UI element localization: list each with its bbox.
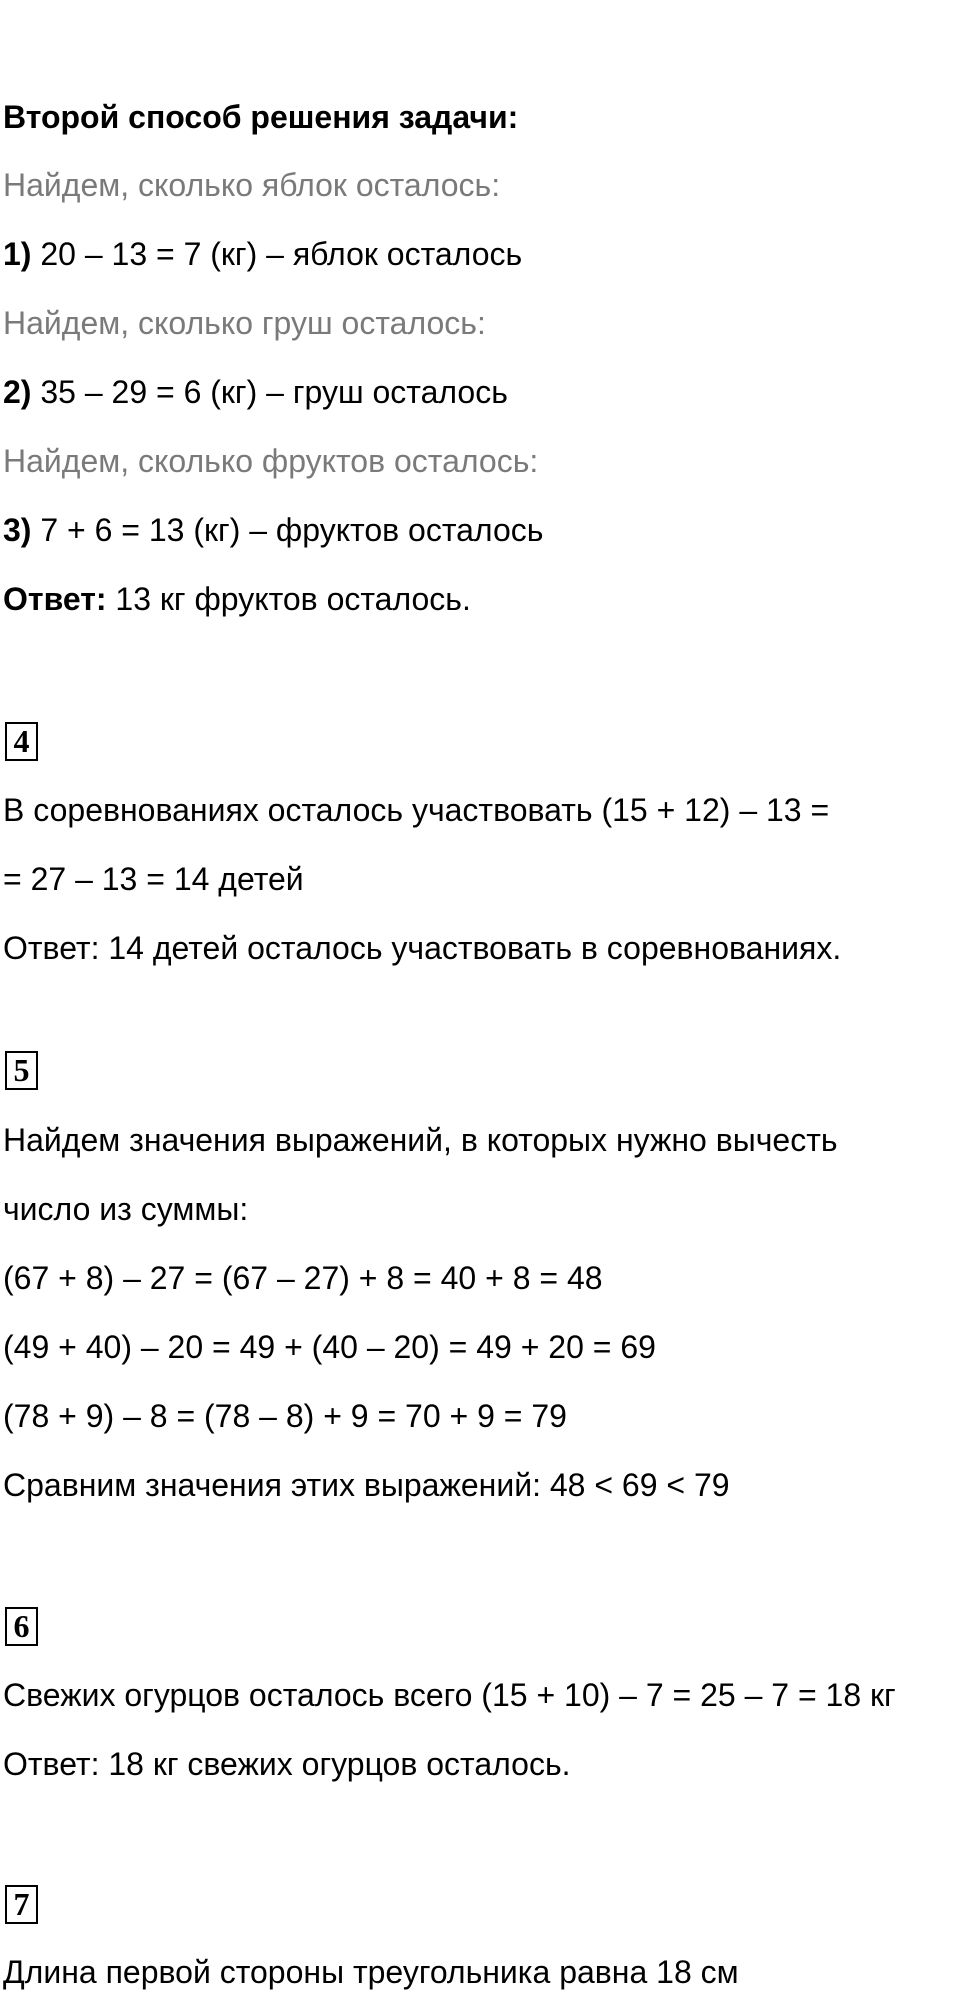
hint-pears: Найдем, сколько груш осталось:: [3, 305, 486, 341]
task-number-5: 5: [5, 1051, 38, 1090]
second-method-heading: Второй способ решения задачи:: [3, 99, 519, 135]
step-3-number: 3): [3, 512, 32, 548]
step-3: [3, 510, 543, 550]
hint-fruits: Найдем, сколько фруктов осталось:: [3, 443, 539, 479]
task-number-4: 4: [5, 722, 38, 761]
task-6-line-1: Свежих огурцов осталось всего (15 + 10) – 7 = 25 – 7 = 18 кг: [3, 1677, 896, 1713]
step-2-text: 35 – 29 = 6 (кг) – груш осталось: [40, 374, 508, 410]
step-2-number: 2): [3, 374, 32, 410]
step-1: [3, 234, 522, 274]
hint-apples: Найдем, сколько яблок осталось:: [3, 167, 501, 203]
step-2: [3, 372, 508, 412]
task-7-line-1: Длина первой стороны треугольника равна 18 см: [3, 1954, 739, 1990]
task-4-line-1: В соревнованиях осталось участвовать (15 + 12) – 13 =: [3, 792, 830, 828]
task-4-answer: Ответ: 14 детей осталось участвовать в соревнованиях.: [3, 930, 842, 966]
answer-label: Ответ:: [3, 581, 107, 617]
task-5-expression-2: (49 + 40) – 20 = 49 + (40 – 20) = 49 + 20 = 69: [3, 1329, 656, 1365]
task-4-line-2: = 27 – 13 = 14 детей: [3, 861, 304, 897]
task-5-comparison: Сравним значения этих выражений: 48 < 69 < 79: [3, 1467, 730, 1503]
task-number-6: 6: [5, 1607, 38, 1646]
task-5-line-2: число из суммы:: [3, 1191, 249, 1227]
step-1-number: 1): [3, 236, 32, 272]
task-5-expression-1: (67 + 8) – 27 = (67 – 27) + 8 = 40 + 8 = 48: [3, 1260, 603, 1296]
step-3-text: 7 + 6 = 13 (кг) – фруктов осталось: [40, 512, 544, 548]
task-number-7: 7: [5, 1885, 38, 1924]
answer-line: [3, 579, 471, 619]
answer-text: 13 кг фруктов осталось.: [115, 581, 471, 617]
task-5-expression-3: (78 + 9) – 8 = (78 – 8) + 9 = 70 + 9 = 79: [3, 1398, 567, 1434]
task-6-answer: Ответ: 18 кг свежих огурцов осталось.: [3, 1746, 571, 1782]
task-5-line-1: Найдем значения выражений, в которых нужно вычесть: [3, 1122, 838, 1158]
step-1-text: 20 – 13 = 7 (кг) – яблок осталось: [40, 236, 523, 272]
